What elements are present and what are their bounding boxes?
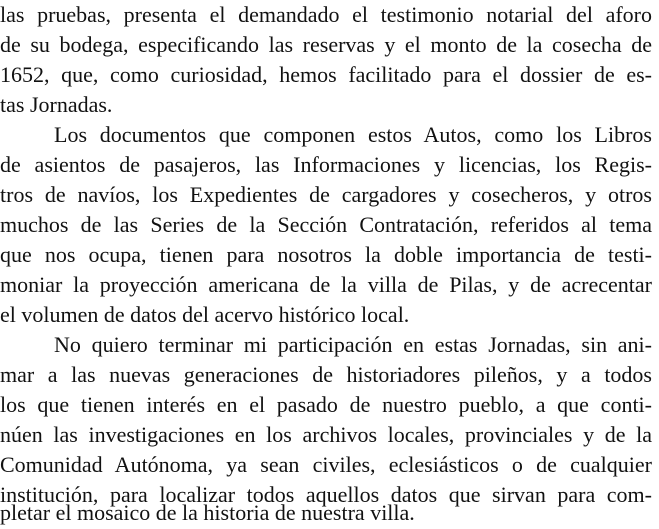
text-line: pletar el mosaico de la historia de nuestra villa.	[0, 500, 415, 525]
text-line: mar a las nuevas generaciones de historiadores pileños, y a todos	[0, 362, 652, 387]
text-line: 1652, que, como curiosidad, hemos facilitado para el dossier de es-	[0, 62, 652, 87]
text-line: tas Jornadas.	[0, 92, 113, 117]
text-line: institución, para localizar todos aquellos datos que sirvan para com-	[0, 482, 652, 507]
text-line: de asientos de pasajeros, las Informaciones y licencias, los Regis-	[0, 152, 652, 177]
text-line: tros de navíos, los Expedientes de cargadores y cosecheros, y otros	[0, 182, 652, 207]
text-line: muchos de las Series de la Sección Contratación, referidos al tema	[0, 212, 652, 237]
text-line: moniar la proyección americana de la villa de Pilas, y de acrecentar	[0, 272, 652, 297]
text-line: los que tienen interés en el pasado de nuestro pueblo, a que conti-	[0, 392, 652, 417]
text-line: de su bodega, especificando las reservas y el monto de la cosecha de	[0, 32, 652, 57]
text-line: Los documentos que componen estos Autos, como los Libros	[54, 122, 652, 147]
text-line: núen las investigaciones en los archivos locales, provinciales y de la	[0, 422, 652, 447]
text-line: que nos ocupa, tienen para nosotros la doble importancia de testi-	[0, 242, 652, 267]
text-line: Comunidad Autónoma, ya sean civiles, eclesiásticos o de cualquier	[0, 452, 652, 477]
text-line: el volumen de datos del acervo histórico local.	[0, 302, 410, 327]
text-line: las pruebas, presenta el demandado el testimonio notarial del aforo	[0, 2, 652, 27]
text-line: No quiero terminar mi participación en estas Jornadas, sin ani-	[54, 332, 652, 357]
